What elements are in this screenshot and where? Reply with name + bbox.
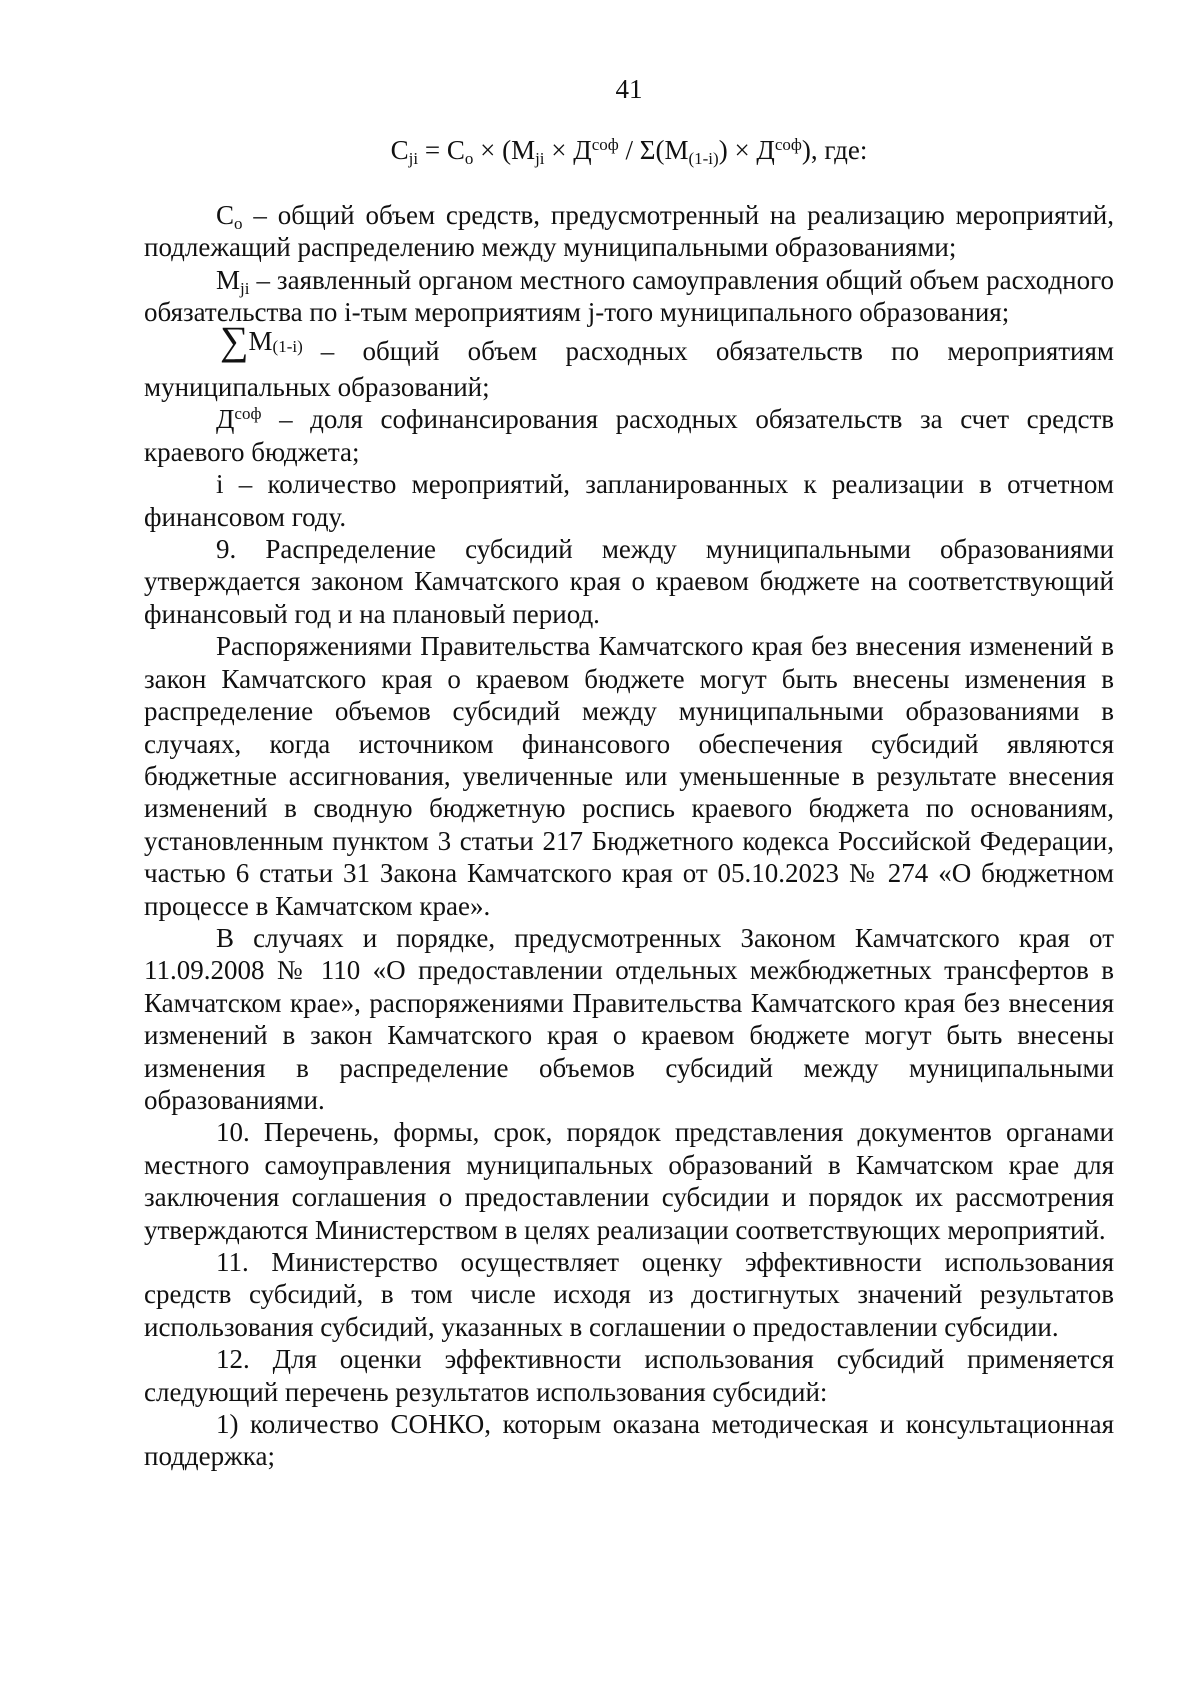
definition-c0-symbol: C <box>216 200 235 230</box>
formula-d2-sup: соф <box>774 135 802 154</box>
definition-sum-text: – общий объем расходных обязательств по мероприятиям муниципальных образований; <box>144 335 1114 403</box>
definition-dsof-text: – доля софинансирования расходных обязательств за счет средств краевого бюджета; <box>144 404 1114 467</box>
sum-subscript: (1-i) <box>272 336 303 356</box>
definition-dsof <box>144 403 1114 468</box>
formula-d1-sup: соф <box>591 135 619 154</box>
document-body <box>144 199 1114 1473</box>
definition-mji-text: – заявленный органом местного самоуправления общий объем расходного обязательства по i-тым мероприятиям j-того муниципального образования; <box>144 264 1114 328</box>
paragraph-9-orders: Распоряжениями Правительства Камчатского края без внесения изменений в закон Камчатского края о краевом бюджете могут быть внесены изменения в распределение объемов субсидий между муниципальными образованиями в случаях, когда источником финансового обеспечения субсидий являются бюджетные ассигнования, увеличенные или уменьшенные в результате внесения изменений в сводную бюджетную роспись краевого бюджета по основаниям, установленным пунктом 3 статьи 217 Бюджетного кодекса Российской Федерации, частью 6 статьи 31 Закона Камчатского края от 05.10.2023 № 274 «О бюджетном процессе в Камчатском крае». <box>144 631 1114 921</box>
formula-lhs-sub: ji <box>408 149 419 168</box>
definition-c0 <box>144 199 1114 264</box>
paragraph-9: 9. Распределение субсидий между муниципальными образованиями утверждается законом Камчатского края о краевом бюджете на соответствующий финансовый год и на плановый период. <box>144 534 1114 629</box>
formula-lhs: C <box>390 135 409 165</box>
distribution-formula: $C_{ji} = C_o \times (M_{ji} \times Д^{соф} / \Sigma(M_{(1-i)}) \times Д^{соф})$, где: <box>390 135 868 168</box>
paragraph-12: 12. Для оценки эффективности использования субсидий применяется следующий перечень результатов использования субсидий: <box>144 1344 1114 1407</box>
page-number: 41 <box>615 74 643 104</box>
formula-sigma-sub: (1-i) <box>688 149 719 168</box>
definition-c0-sub: o <box>234 214 243 233</box>
paragraph-9-cases: В случаях и порядке, предусмотренных Законом Камчатского края от 11.09.2008 № 110 «О предоставлении отдельных межбюджетных трансфертов в Камчатском крае», распоряжениями Правительства Камчатского края без внесения изменений в закон Камчатского края о краевом бюджете могут быть внесены изменения в распределение объемов субсидий между муниципальными образованиями. <box>144 922 1114 1115</box>
sum-symbol: ∑ <box>220 317 249 363</box>
formula-d2: Д <box>756 135 775 165</box>
formula-sigma-m: Σ(M <box>639 135 689 165</box>
paragraph-11: 11. Министерство осуществляет оценку эффективности использования средств субсидий, в том числе исходя из достигнутых значений результатов использования субсидий, указанных в соглашении о предоставлении субсидии. <box>144 1247 1114 1342</box>
formula-d1: Д <box>573 135 592 165</box>
sum-m-symbol: M <box>248 325 273 356</box>
definition-i: i – количество мероприятий, запланированных к реализации в отчетном финансовом году. <box>144 469 1114 532</box>
formula-tail: ), где: <box>801 135 868 165</box>
document-page <box>144 0 1114 1697</box>
definition-mji-sub: ji <box>240 278 250 298</box>
definition-dsof-symbol: Д <box>216 404 235 435</box>
paragraph-12-item-1: 1) количество СОНКО, которым оказана методическая и консультационная поддержка; <box>144 1409 1114 1472</box>
definition-dsof-sup: соф <box>234 404 262 424</box>
formula-c0-sub: o <box>464 149 474 168</box>
formula-m-sub: ji <box>535 149 545 168</box>
definition-mji <box>144 264 1114 329</box>
paragraph-10: 10. Перечень, формы, срок, порядок представления документов органами местного самоуправления муниципальных образований в Камчатском крае для заключения соглашения о предоставлении субсидии и порядок их рассмотрения утверждаются Министерством в целях реализации соответствующих мероприятий. <box>144 1117 1114 1245</box>
formula-m: M <box>511 135 536 165</box>
definition-c0-text: – общий объем средств, предусмотренный на реализацию мероприятий, подлежащий распределению между муниципальными образованиями; <box>144 200 1114 263</box>
definition-mji-symbol: M <box>216 264 241 295</box>
formula-c0: C <box>446 135 465 165</box>
definition-sum <box>144 317 1114 404</box>
